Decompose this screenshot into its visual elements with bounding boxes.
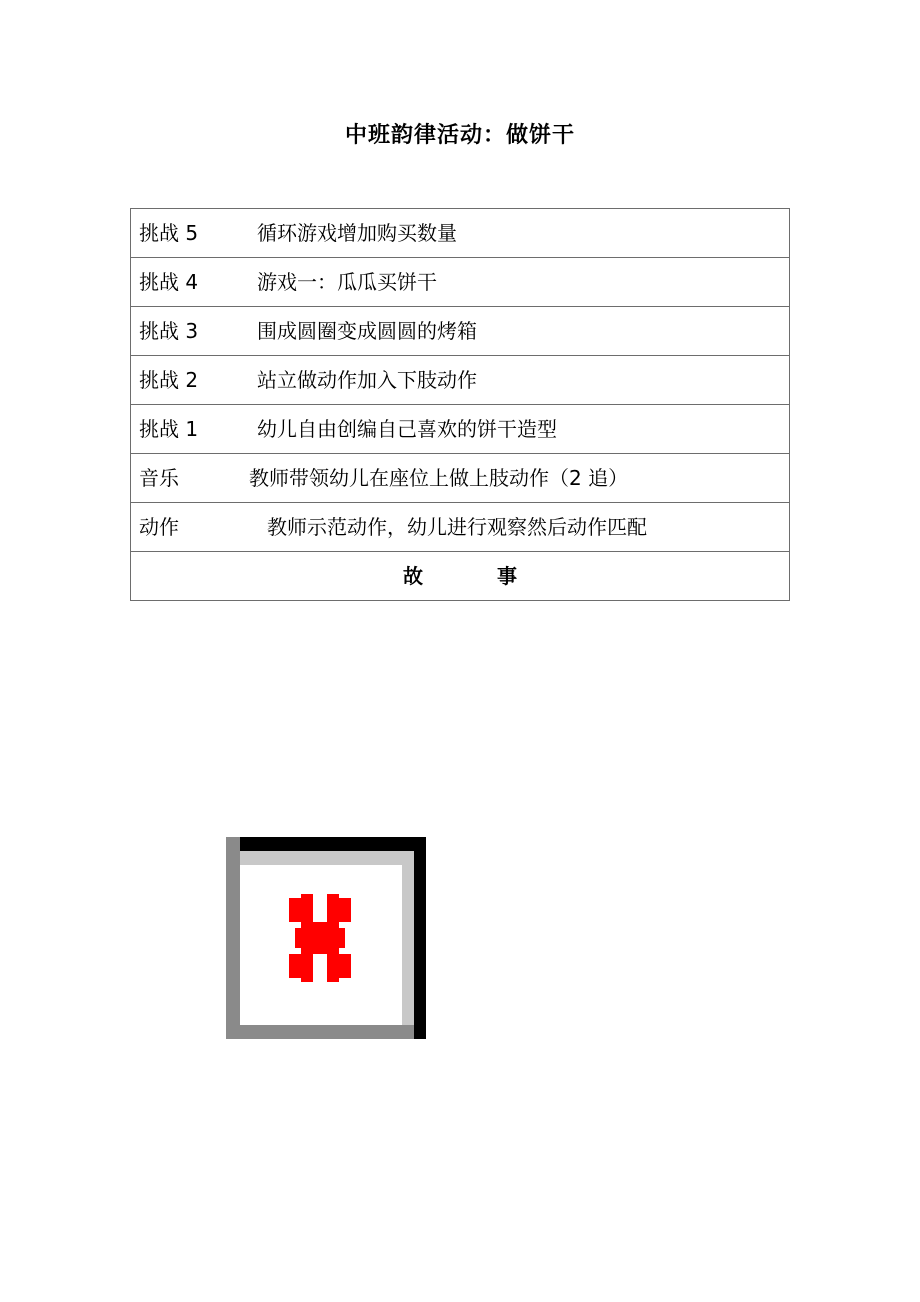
table-row — [131, 503, 790, 552]
table-row — [131, 552, 790, 601]
table-cell — [131, 356, 790, 405]
table-cell — [131, 307, 790, 356]
row-text: 游戏一：瓜瓜买饼干 — [257, 270, 437, 294]
activity-table — [130, 208, 790, 601]
story-char: 事 — [497, 564, 517, 588]
row-label: 挑战 3 — [139, 319, 199, 343]
table-cell — [131, 454, 790, 503]
row-text: 教师带领幼儿在座位上做上肢动作（2 追） — [249, 466, 629, 490]
page-title: 中班韵律活动：做饼干 — [344, 123, 575, 148]
table-row — [131, 454, 790, 503]
row-label: 音乐 — [139, 466, 179, 490]
table-cell — [131, 258, 790, 307]
row-label: 动作 — [139, 515, 179, 539]
story-char: 故 — [403, 564, 423, 588]
table-row — [131, 209, 790, 258]
row-text: 循环游戏增加购买数量 — [257, 221, 457, 245]
table-cell — [131, 503, 790, 552]
row-text: 幼儿自由创编自己喜欢的饼干造型 — [257, 417, 557, 441]
table-row — [131, 258, 790, 307]
placeholder-frame-top — [240, 837, 426, 851]
table-row — [131, 405, 790, 454]
table-cell — [131, 209, 790, 258]
row-label: 挑战 5 — [139, 221, 199, 245]
table-row — [131, 307, 790, 356]
story-cell — [131, 552, 790, 601]
row-text: 站立做动作加入下肢动作 — [257, 368, 477, 392]
row-label: 挑战 2 — [139, 368, 199, 392]
broken-image-icon — [289, 894, 351, 982]
table-cell — [131, 405, 790, 454]
row-text: 教师示范动作，幼儿进行观察然后动作匹配 — [267, 515, 647, 539]
row-label: 挑战 1 — [139, 417, 199, 441]
table-row — [131, 356, 790, 405]
row-text: 围成圆圈变成圆圆的烤箱 — [257, 319, 477, 343]
broken-image-placeholder — [226, 837, 426, 1039]
row-label: 挑战 4 — [139, 270, 199, 294]
